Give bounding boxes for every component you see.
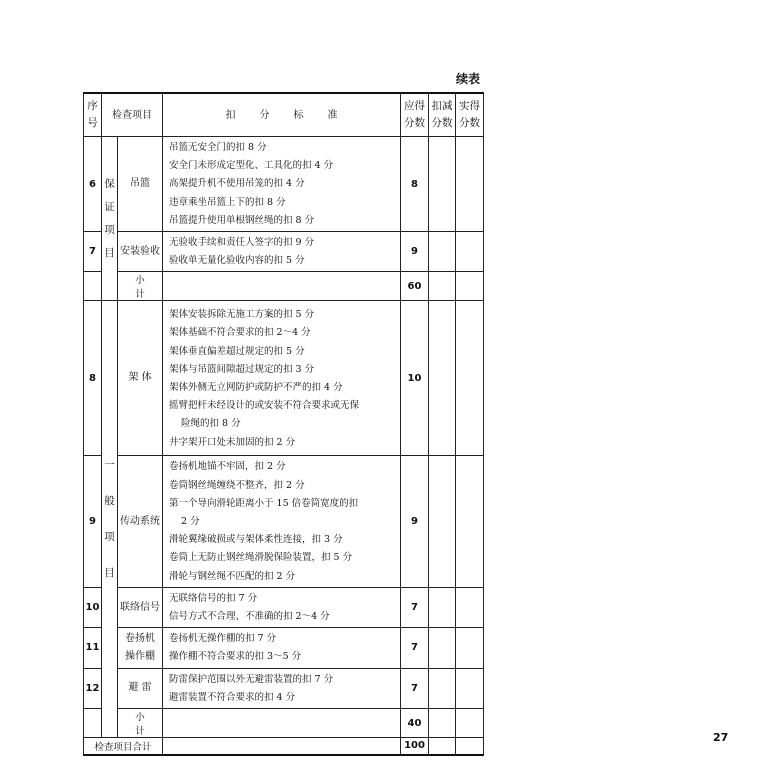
table-row (84, 232, 484, 272)
row-due-score: 10 (401, 301, 429, 456)
rule-line: 操作棚不符合要求的扣 3～5 分 (169, 651, 302, 663)
row-item: 避 雷 (118, 668, 163, 708)
row-actual-cell (456, 587, 484, 627)
table-row (84, 301, 484, 456)
row-deduct-cell (429, 301, 456, 456)
row-seq: 9 (84, 456, 102, 587)
row-actual-cell (456, 628, 484, 668)
rule-line: 验收单无量化验收内容的扣 5 分 (169, 255, 305, 267)
row-seq: 7 (84, 232, 102, 272)
header-standard: 扣分标准 (163, 93, 401, 137)
row-item: 传动系统 (118, 456, 163, 587)
subtotal-deduct-cell (429, 709, 456, 738)
page-number: 27 (713, 731, 729, 744)
row-rules (163, 587, 401, 627)
rule-line: 无验收手续和责任人签字的扣 9 分 (169, 237, 315, 249)
row-seq: 10 (84, 587, 102, 627)
row-actual-cell (456, 232, 484, 272)
rule-line: 卷扬机无操作棚的扣 7 分 (169, 633, 277, 645)
row-due-score: 9 (401, 232, 429, 272)
row-rules (163, 301, 401, 456)
subtotal-actual-cell (456, 709, 484, 738)
group-general: 一般项目 (102, 301, 118, 738)
table-row (84, 628, 484, 668)
rule-line: 架体安装拆除无施工方案的扣 5 分 (169, 309, 315, 321)
row-item: 卷扬机操作棚 (118, 628, 163, 668)
rule-line: 架体基础不符合要求的扣 2～4 分 (169, 327, 311, 339)
total-deduct-cell (429, 738, 456, 755)
row-item: 安装验收 (118, 232, 163, 272)
row-seq: 6 (84, 137, 102, 232)
header-deduct: 扣减分数 (429, 93, 456, 137)
inspection-score-table (83, 92, 484, 756)
rule-line: 滑轮与钢丝绳不匹配的扣 2 分 (169, 570, 296, 582)
continued-table-label: 续表 (456, 72, 481, 86)
row-seq: 11 (84, 628, 102, 668)
total-row (84, 738, 484, 755)
row-deduct-cell (429, 628, 456, 668)
row-due-score: 9 (401, 456, 429, 587)
subtotal-actual-cell (456, 272, 484, 301)
table-row (84, 137, 484, 232)
rule-line: 架体垂直偏差超过规定的扣 5 分 (169, 345, 305, 357)
header-actual: 实得分数 (456, 93, 484, 137)
row-actual-cell (456, 456, 484, 587)
row-rules (163, 137, 401, 232)
rule-line: 卷扬机地锚不牢固，扣 2 分 (169, 461, 286, 473)
row-deduct-cell (429, 668, 456, 708)
row-rules (163, 456, 401, 587)
row-due-score: 7 (401, 668, 429, 708)
subtotal-guarantee-score: 60 (401, 272, 429, 301)
rule-line: 险绳的扣 8 分 (181, 418, 241, 430)
rule-line: 卷筒钢丝绳缠绕不整齐，扣 2 分 (169, 479, 305, 491)
row-deduct-cell (429, 587, 456, 627)
rule-line: 防雷保护范围以外无避雷装置的扣 7 分 (169, 673, 334, 685)
subtotal-row (84, 709, 484, 738)
table-row (84, 587, 484, 627)
table-row (84, 456, 484, 587)
row-item: 架 体 (118, 301, 163, 456)
subtotal-standard-cell (163, 709, 401, 738)
subtotal-row (84, 272, 484, 301)
rule-line: 吊篮无安全门的扣 8 分 (169, 142, 267, 153)
rule-line: 违章乘坐吊篮上下的扣 8 分 (169, 196, 286, 208)
table-row (84, 668, 484, 708)
header-row (84, 93, 484, 137)
subtotal-label: 小计 (118, 709, 163, 738)
rule-line: 第一个导向滑轮距离小于 15 倍卷筒宽度的扣 (169, 497, 359, 509)
total-standard-cell (163, 738, 401, 755)
row-seq: 8 (84, 301, 102, 456)
rule-line: 吊篮提升使用单根钢丝绳的扣 8 分 (169, 214, 315, 226)
header-item: 检查项目 (102, 93, 163, 137)
subtotal-seq-cell (84, 272, 102, 301)
rule-line: 避雷装置不符合要求的扣 4 分 (169, 691, 296, 703)
rule-line: 架体外侧无立网防护或防护不严的扣 4 分 (169, 381, 343, 393)
rule-line: 信号方式不合理、不准确的扣 2～4 分 (169, 611, 330, 623)
row-rules (163, 628, 401, 668)
total-score: 100 (401, 738, 429, 755)
row-due-score: 8 (401, 137, 429, 232)
row-deduct-cell (429, 456, 456, 587)
rule-line: 卷筒上无防止钢丝绳滑脱保险装置，扣 5 分 (169, 552, 353, 564)
rule-line: 安全门未形成定型化、工具化的扣 4 分 (169, 160, 334, 172)
rule-line: 滑轮翼缘破损或与架体柔性连接，扣 3 分 (169, 534, 343, 546)
header-seq: 序号 (84, 93, 102, 137)
rule-line: 2 分 (181, 516, 200, 528)
header-due: 应得分数 (401, 93, 429, 137)
rule-line: 摇臂把杆未经设计的或安装不符合要求或无保 (169, 400, 360, 412)
subtotal-seq-cell (84, 709, 102, 738)
row-deduct-cell (429, 232, 456, 272)
row-deduct-cell (429, 137, 456, 232)
row-rules (163, 668, 401, 708)
row-actual-cell (456, 137, 484, 232)
total-actual-cell (456, 738, 484, 755)
row-rules (163, 232, 401, 272)
subtotal-deduct-cell (429, 272, 456, 301)
group-guarantee: 保证项目 (102, 137, 118, 301)
rule-line: 架体与吊篮间隙超过规定的扣 3 分 (169, 363, 315, 375)
total-label: 检查项目合计 (84, 738, 163, 755)
subtotal-label: 小计 (118, 272, 163, 301)
rule-line: 井字架开口处未加固的扣 2 分 (169, 436, 296, 448)
row-item: 联络信号 (118, 587, 163, 627)
row-actual-cell (456, 301, 484, 456)
rule-line: 高架提升机不使用吊笼的扣 4 分 (169, 178, 305, 190)
row-actual-cell (456, 668, 484, 708)
subtotal-standard-cell (163, 272, 401, 301)
row-item: 吊篮 (118, 137, 163, 232)
row-due-score: 7 (401, 628, 429, 668)
row-seq: 12 (84, 668, 102, 708)
rule-line: 无联络信号的扣 7 分 (169, 592, 258, 604)
row-due-score: 7 (401, 587, 429, 627)
subtotal-general-score: 40 (401, 709, 429, 738)
